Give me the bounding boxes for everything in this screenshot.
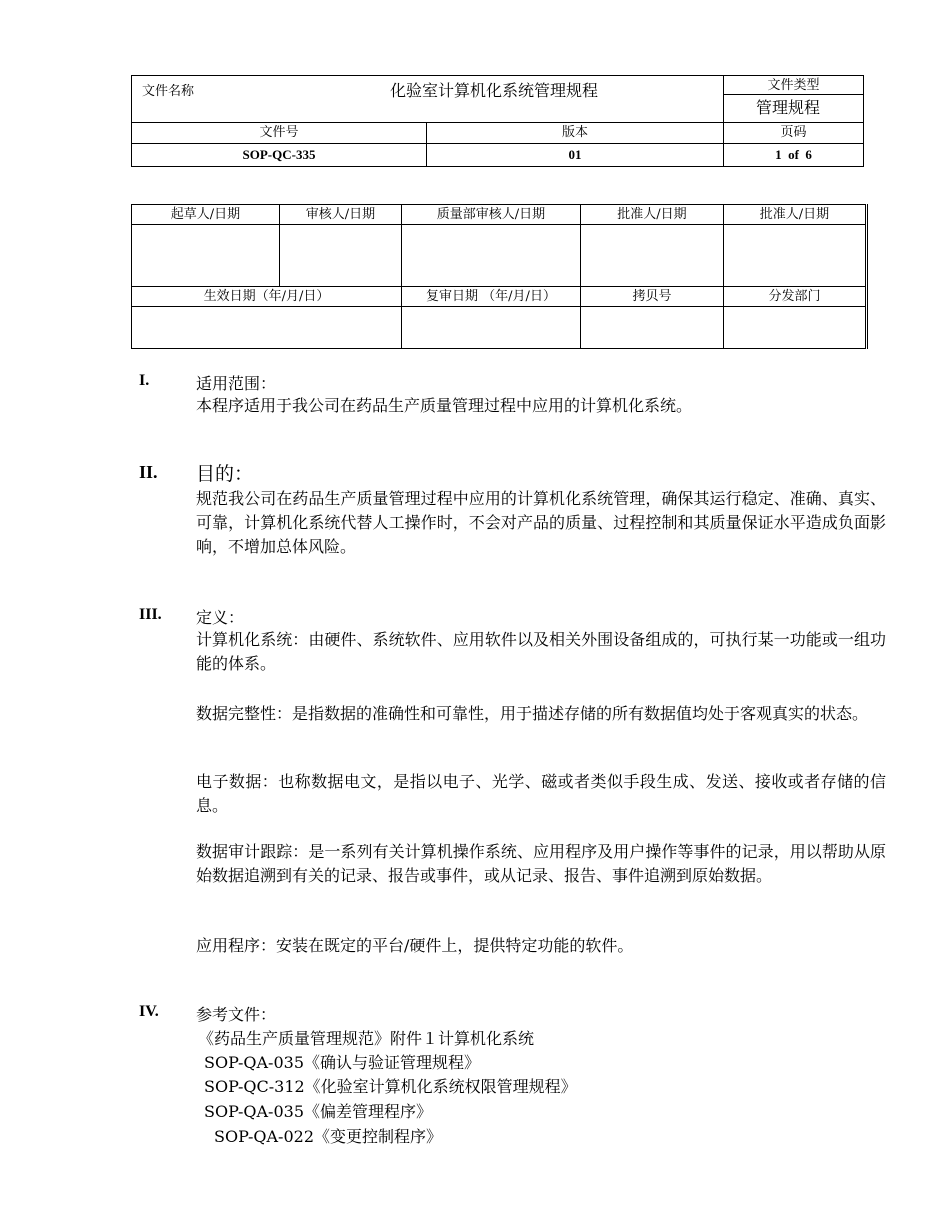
definition-application: 应用程序：安装在既定的平台/硬件上，提供特定功能的软件。 (196, 936, 634, 955)
definition-audit-trail: 数据审计跟踪：是一系列有关计算机操作系统、应用程序及用户操作等事件的记录，用以帮助从原始数据追溯到有关的记录、报告或事件，或从记录、报告、事件追溯到原始数据。 (196, 842, 886, 885)
approver-label-1: 批准人/日期 (581, 205, 724, 225)
section-4-title: 参考文件： (196, 1005, 277, 1024)
section-1-body: 本程序适用于我公司在药品生产质量管理过程中应用的计算机化系统。 (196, 396, 693, 415)
approver-signature-cell-1 (581, 225, 724, 287)
file-type-cell (724, 76, 864, 123)
reference-item: SOP-QA-035《确认与验证管理规程》 (204, 1053, 480, 1072)
copy-no-label: 拷贝号 (581, 287, 724, 307)
reference-item: SOP-QA-035《偏差管理程序》 (204, 1102, 432, 1121)
file-name-cell (132, 76, 724, 123)
table-border-line (867, 204, 868, 349)
page-value: 1 of 6 (724, 144, 864, 167)
section-1-number: I. (139, 372, 150, 389)
section-3-title: 定义： (196, 608, 245, 627)
version-label: 版本 (427, 123, 724, 144)
file-name-value: 化验室计算机化系统管理规程 (390, 81, 599, 100)
section-1-title: 适用范围： (196, 374, 277, 393)
document-header-table (131, 75, 864, 167)
doc-no-label: 文件号 (132, 123, 427, 144)
signature-table (131, 204, 866, 349)
reference-item: SOP-QA-022《变更控制程序》 (214, 1127, 442, 1146)
reference-item: SOP-QC-312《化验室计算机化系统权限管理规程》 (204, 1077, 577, 1096)
page-label: 页码 (724, 123, 864, 144)
qa-reviewer-label: 质量部审核人/日期 (402, 205, 581, 225)
copy-no-cell (581, 307, 724, 349)
definition-electronic-data: 电子数据：也称数据电文，是指以电子、光学、磁或者类似手段生成、发送、接收或者存储的信息。 (196, 772, 886, 815)
distribution-cell (724, 307, 866, 349)
drafter-signature-cell (132, 225, 280, 287)
section-4-number: IV. (139, 1003, 159, 1020)
reviewer-signature-cell (280, 225, 402, 287)
effective-date-label: 生效日期（年/月/日） (132, 287, 402, 307)
effective-date-cell (132, 307, 402, 349)
doc-no-value: SOP-QC-335 (132, 144, 427, 167)
distribution-label: 分发部门 (724, 287, 866, 307)
definition-data-integrity: 数据完整性：是指数据的准确性和可靠性，用于描述存储的所有数据值均处于客观真实的状态。 (196, 704, 869, 723)
file-name-label: 文件名称 (142, 84, 195, 99)
file-type-value: 管理规程 (756, 98, 821, 117)
section-2-title: 目的： (196, 463, 254, 485)
drafter-label: 起草人/日期 (132, 205, 280, 225)
section-2-number: II. (139, 462, 158, 482)
approver-signature-cell-2 (724, 225, 866, 287)
section-2-body: 规范我公司在药品生产质量管理过程中应用的计算机化系统管理，确保其运行稳定、准确、真实、可靠，计算机化系统代替人工操作时，不会对产品的质量、过程控制和其质量保证水平造成负面影响，不增加总体风险。 (196, 489, 886, 556)
definition-computerized-system: 计算机化系统：由硬件、系统软件、应用软件以及相关外围设备组成的，可执行某一功能或一组功能的体系。 (196, 630, 886, 673)
version-value: 01 (427, 144, 724, 167)
approver-label-2: 批准人/日期 (724, 205, 866, 225)
review-date-label: 复审日期 （年/月/日） (402, 287, 581, 307)
section-3-number: III. (139, 606, 162, 623)
reviewer-label: 审核人/日期 (280, 205, 402, 225)
review-date-cell (402, 307, 581, 349)
file-type-label: 文件类型 (724, 76, 863, 95)
qa-reviewer-signature-cell (402, 225, 581, 287)
reference-item: 《药品生产质量管理规范》附件１计算机化系统 (198, 1029, 535, 1048)
